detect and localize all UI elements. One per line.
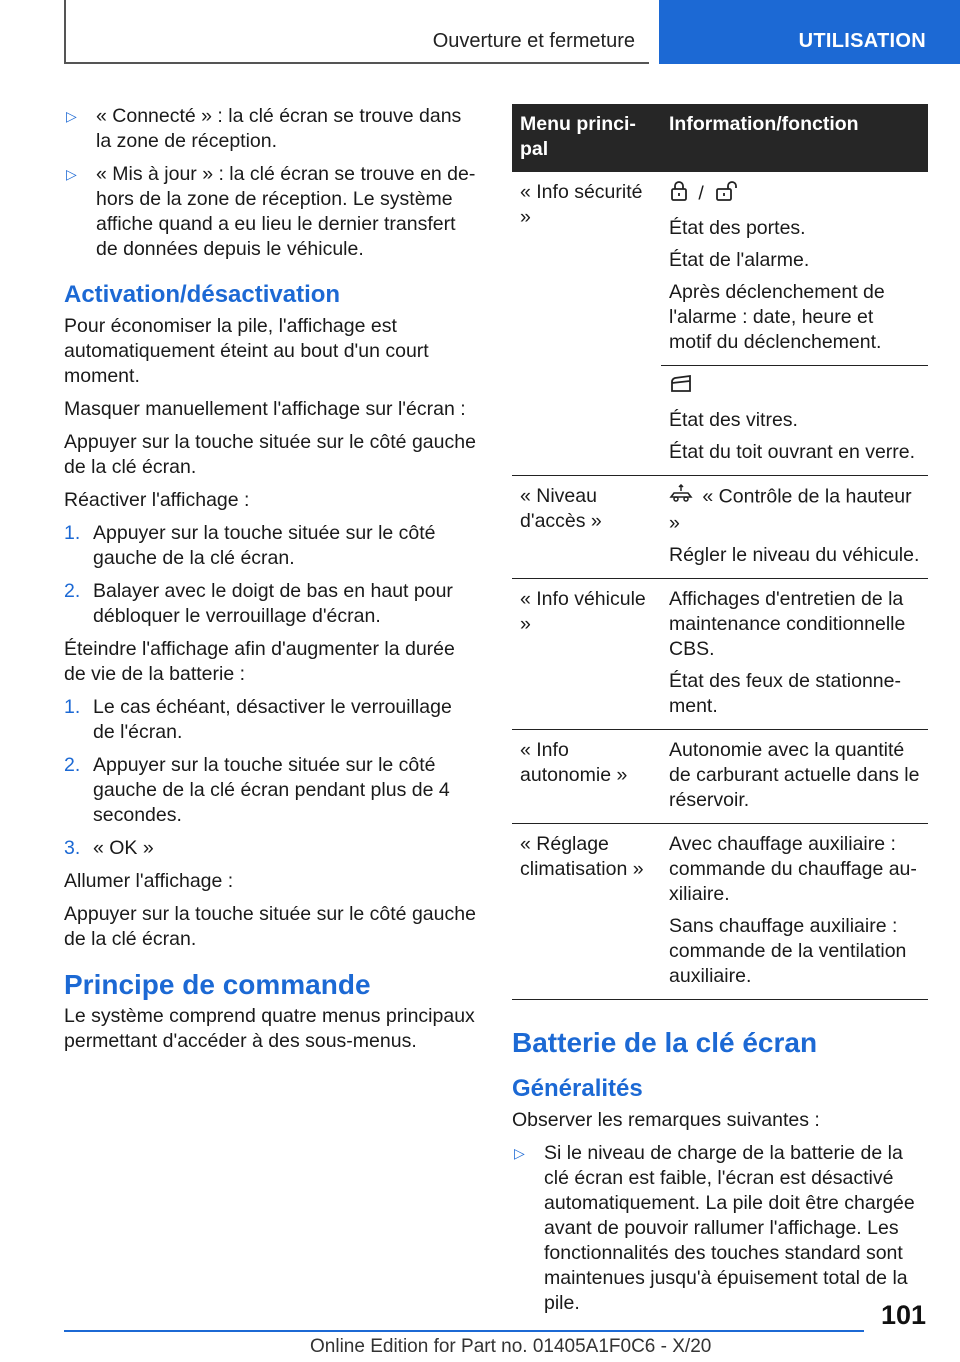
info-text: Après déclenchement de l'alarme : date, heure et motif du déclenchement. <box>669 281 885 353</box>
menu-label: « Réglage climatisation » <box>520 833 644 880</box>
info-cell <box>661 476 928 579</box>
bullet-text: « Mis à jour » : la clé écran se trouve en dehors de la zone de réception. Le système affiche quand a eu lieu le dernier transfert de données depuis le véhicule. <box>96 163 476 260</box>
lock-closed-icon <box>669 180 689 209</box>
table-row <box>512 824 928 1000</box>
heading-activation: Activation/désactivation <box>64 281 341 308</box>
menu-cell <box>512 730 661 824</box>
paragraph: Le système comprend quatre menus principaux permettant d'accéder à des sous-menus. <box>64 1005 475 1052</box>
info-text: État des feux de stationnement. <box>669 670 901 717</box>
info-cell <box>661 730 928 824</box>
step-text: « OK » <box>93 837 154 859</box>
table-row <box>512 579 928 730</box>
step-number: 3. <box>64 837 81 859</box>
table-row <box>512 730 928 824</box>
info-text: « Contrôle de la hauteur » <box>669 485 912 534</box>
icon-separator: / <box>698 182 704 205</box>
info-cell <box>661 824 928 1000</box>
header-rule-left <box>64 0 66 64</box>
table-row <box>512 172 928 366</box>
menu-cell <box>512 476 661 579</box>
header-rule-bottom <box>64 62 649 64</box>
footer-rule <box>64 1330 864 1332</box>
paragraph: Masquer manuellement l'affichage sur l'écran : <box>64 398 466 420</box>
menu-label: « Info autonomie » <box>520 739 628 786</box>
right-column <box>512 104 928 1324</box>
heading-generalites: Généralités <box>512 1075 643 1102</box>
paragraph: Observer les remarques suivantes : <box>512 1109 820 1131</box>
numbered-step <box>64 753 478 828</box>
paragraph: Réactiver l'affichage : <box>64 489 250 511</box>
info-cell <box>661 172 928 366</box>
column-header-info: Information/fonction <box>661 104 928 172</box>
menu-cell <box>512 172 661 476</box>
numbered-step <box>64 836 478 861</box>
vehicle-height-icon <box>669 484 693 511</box>
numbered-step <box>64 579 478 629</box>
left-column <box>64 104 478 1062</box>
info-text: Sans chauffage auxiliaire : commande de la ventilation auxiliaire. <box>669 915 907 987</box>
paragraph: Pour économiser la pile, l'affichage est automatiquement éteint au bout d'un court moment. <box>64 315 429 387</box>
menu-label: « Info véhicule » <box>520 588 646 635</box>
paragraph: Appuyer sur la touche située sur le côté gauche de la clé écran. <box>64 903 476 950</box>
paragraph: Éteindre l'affichage afin d'augmenter la durée de vie de la batterie : <box>64 638 455 685</box>
step-text: Appuyer sur la touche située sur le côté gauche de la clé écran. <box>93 522 436 569</box>
triangle-bullet-icon: ▷ <box>66 166 77 182</box>
step-text: Appuyer sur la touche située sur le côté gauche de la clé écran pendant plus de 4 secondes. <box>93 754 450 826</box>
bullet-text: « Connecté » : la clé écran se trouve dans la zone de réception. <box>96 105 462 152</box>
heading-principe: Principe de commande <box>64 969 371 1000</box>
info-text: État de l'alarme. <box>669 249 810 271</box>
bullet-item <box>512 1141 928 1316</box>
menu-cell <box>512 579 661 730</box>
info-text: Avec chauffage auxiliaire : commande du chauffage auxiliaire. <box>669 833 917 905</box>
window-icon <box>669 374 693 401</box>
numbered-step <box>64 695 478 745</box>
heading-battery: Batterie de la clé écran <box>512 1027 818 1058</box>
menu-table <box>512 104 928 1000</box>
info-text: État du toit ouvrant en verre. <box>669 441 916 463</box>
column-header-menu: Menu principal <box>512 104 661 172</box>
paragraph: Appuyer sur la touche située sur le côté gauche de la clé écran. <box>64 431 476 478</box>
bullet-item <box>64 162 478 262</box>
step-text: Balayer avec le doigt de bas en haut pour débloquer le verrouillage d'écran. <box>93 580 453 627</box>
menu-label: « Niveau d'accès » <box>520 485 602 532</box>
info-cell <box>661 366 928 476</box>
numbered-step <box>64 521 478 571</box>
step-number: 2. <box>64 580 81 602</box>
triangle-bullet-icon: ▷ <box>66 108 77 124</box>
footer-edition: Online Edition for Part no. 01405A1F0C6 - X/20 <box>310 1336 712 1357</box>
paragraph: Allumer l'affichage : <box>64 870 234 892</box>
step-text: Le cas échéant, désactiver le verrouillage de l'écran. <box>93 696 452 743</box>
info-cell <box>661 579 928 730</box>
bullet-text: Si le niveau de charge de la batterie de la clé écran est faible, l'écran est désactivé automatiquement. La pile doit être chargée avant de pouvoir rallumer l'affichage. Les fonctionnalités des touches standard sont maintenues jusqu'à épuisement total de la pile. <box>544 1142 915 1314</box>
lock-open-icon <box>715 180 741 209</box>
step-number: 1. <box>64 522 81 544</box>
section-tab <box>659 0 960 64</box>
section-title: UTILISATION <box>798 30 926 52</box>
table-row <box>512 476 928 579</box>
triangle-bullet-icon: ▷ <box>514 1145 525 1161</box>
page-number: 101 <box>880 1300 926 1330</box>
table-header-row <box>512 104 928 172</box>
bullet-item <box>64 104 478 154</box>
chapter-title: Ouverture et fermeture <box>432 30 635 52</box>
info-text: État des portes. <box>669 217 806 239</box>
step-number: 2. <box>64 754 81 776</box>
menu-cell <box>512 824 661 1000</box>
info-text: Affichages d'entretien de la maintenance conditionnelle CBS. <box>669 588 906 660</box>
info-text: Autonomie avec la quantité de carburant actuelle dans le réservoir. <box>669 739 920 811</box>
step-number: 1. <box>64 696 81 718</box>
info-text: État des vitres. <box>669 409 798 431</box>
info-text: Régler le niveau du véhicule. <box>669 544 920 566</box>
menu-label: « Info sécurité » <box>520 181 643 228</box>
